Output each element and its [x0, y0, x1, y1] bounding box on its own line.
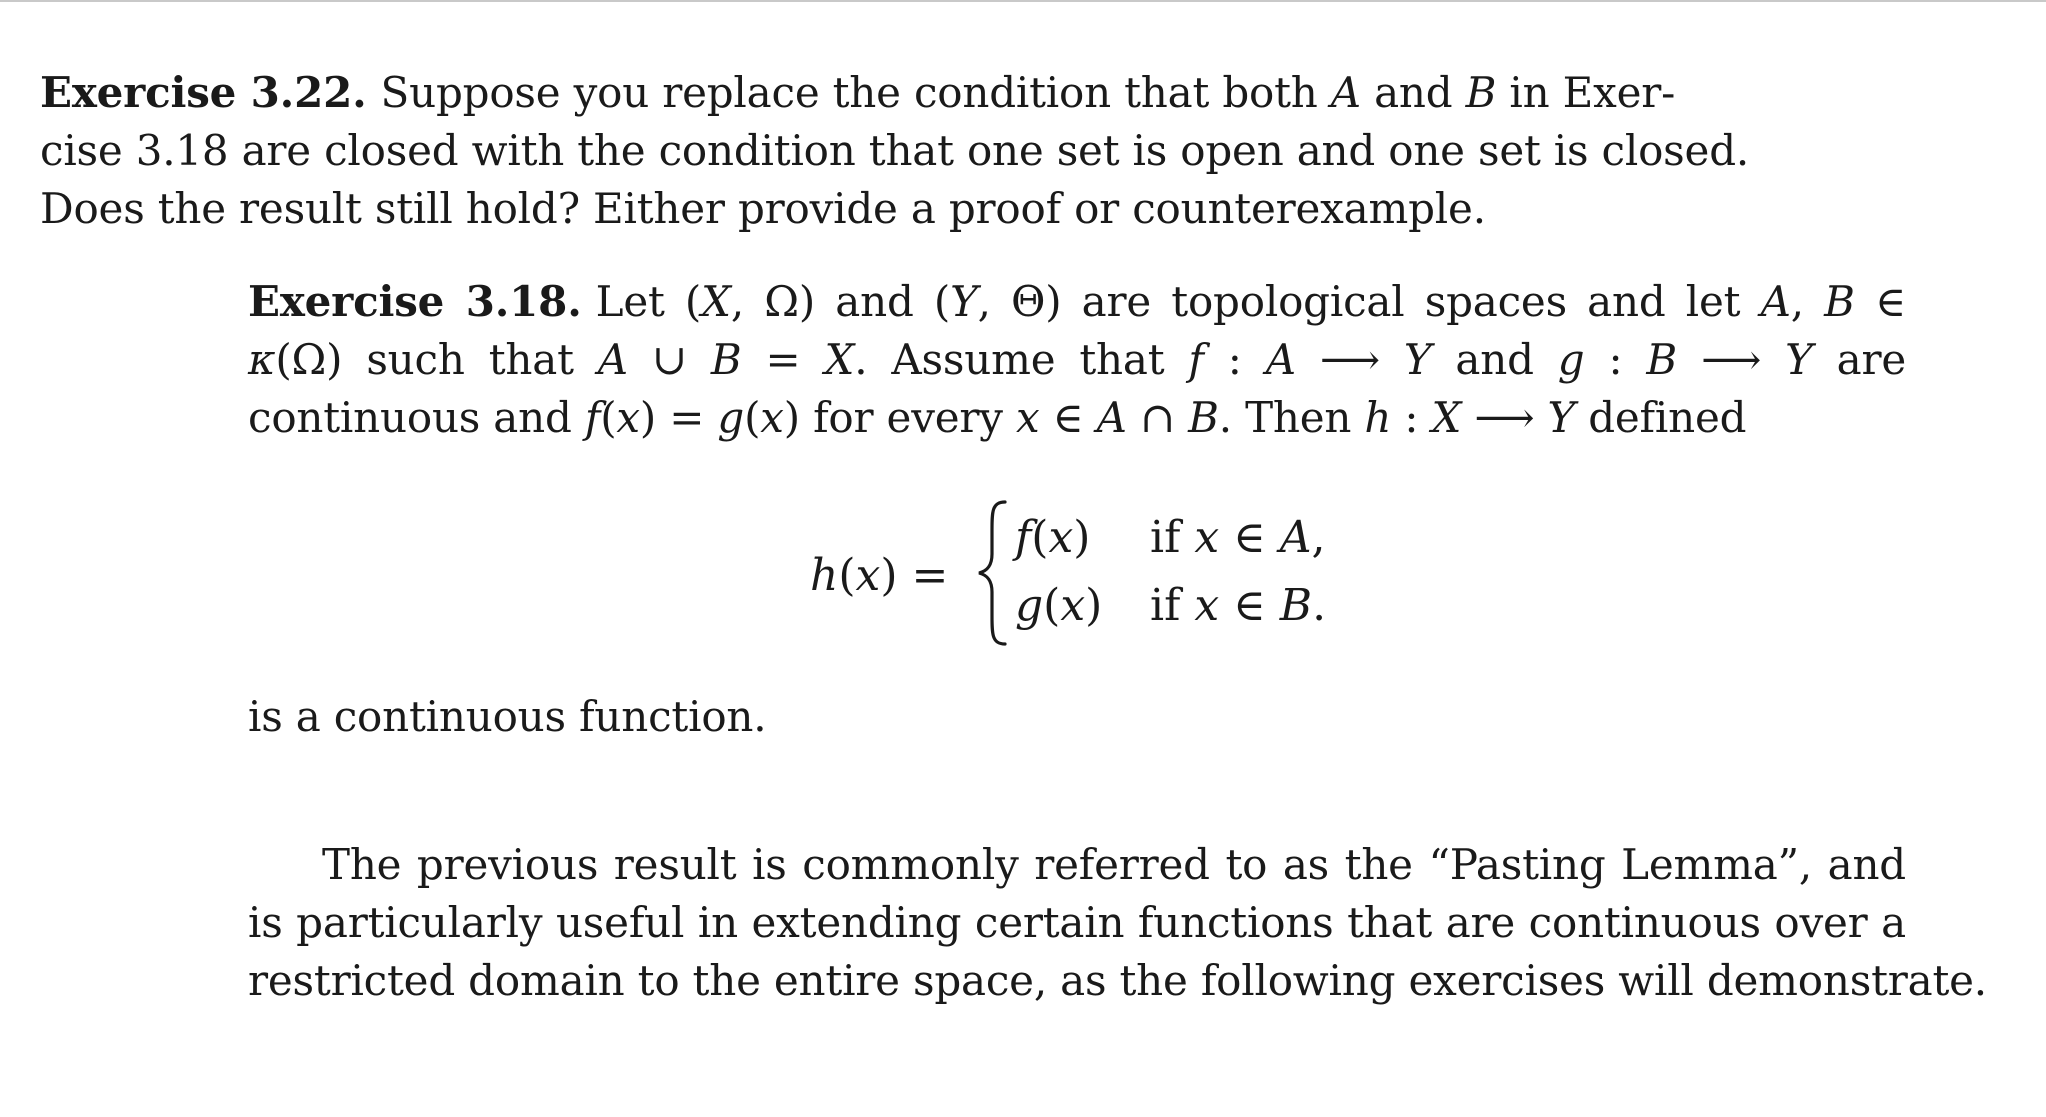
text: ∩	[1126, 393, 1189, 442]
math-var: X	[1431, 393, 1462, 442]
text: The previous result is commonly referred to as the “Pasting Lemma”, and	[322, 840, 1906, 889]
text: ⟶	[1295, 335, 1404, 384]
text: ∈	[1219, 580, 1280, 631]
math-var: h	[1364, 393, 1392, 442]
text: if	[1150, 580, 1195, 631]
math-var: κ	[248, 335, 276, 384]
text: ,	[1790, 277, 1825, 326]
math-var: f	[584, 393, 601, 442]
text: are	[1812, 335, 1906, 384]
remark-line-2	[248, 898, 1906, 947]
text: and	[1360, 68, 1466, 117]
math-var: A	[1330, 68, 1361, 117]
math-var: B	[710, 335, 742, 384]
formula-case-1	[1015, 512, 1090, 563]
math-var: x	[1060, 580, 1086, 631]
text: .	[1312, 580, 1327, 631]
text: :	[1584, 335, 1647, 384]
remark-line-1	[322, 840, 1906, 889]
text: ∈	[1039, 393, 1097, 442]
math-var: x	[616, 393, 640, 442]
text: ∈	[1854, 277, 1906, 326]
text: (	[1043, 580, 1061, 631]
math-var: Y	[1403, 335, 1432, 384]
text: (	[1031, 512, 1049, 563]
text: ,	[1311, 512, 1326, 563]
math-var: B	[1188, 393, 1219, 442]
math-var: B	[1279, 580, 1313, 631]
math-var: Y	[1547, 393, 1576, 442]
text: cise 3.18 are closed with the condition that one set is open and one set is closed.	[40, 126, 1750, 175]
text: restricted domain to the entire space, as the following exercises will demonstrate.	[248, 956, 1987, 1005]
math-var: f	[1188, 335, 1204, 384]
text: ∪	[627, 335, 711, 384]
math-var: Y	[1785, 335, 1813, 384]
math-var: x	[1194, 512, 1220, 563]
math-var: x	[760, 393, 784, 442]
text: Let (	[595, 277, 702, 326]
math-var: A	[597, 335, 628, 384]
math-var: x	[1194, 580, 1220, 631]
text: is particularly useful in extending certain functions that are continuous over a	[248, 898, 1906, 947]
exercise-322-label: Exercise 3.22.	[40, 68, 367, 117]
math-var: g	[1015, 580, 1044, 631]
math-var: B	[1465, 68, 1497, 117]
math-var: Y	[950, 277, 978, 326]
text: , Ω) and (	[730, 277, 951, 326]
math-var: x	[1048, 512, 1074, 563]
exercise-318-line-2	[248, 335, 1906, 384]
math-var: X	[824, 335, 855, 384]
math-var: g	[1557, 335, 1585, 384]
formula-lhs	[810, 550, 948, 601]
text: continuous and	[248, 393, 585, 442]
exercise-318-conclusion	[248, 692, 767, 741]
exercise-318-label: Exercise 3.18.	[248, 277, 582, 326]
text: =	[741, 335, 825, 384]
math-var: B	[1824, 277, 1855, 326]
exercise-318-line-3	[248, 393, 1747, 442]
exercise-322-line-1	[40, 68, 1676, 117]
text: , Θ) are topological spaces and let	[977, 277, 1761, 326]
remark-line-3	[248, 956, 1987, 1005]
text: ) =	[639, 393, 718, 442]
math-var: A	[1265, 335, 1296, 384]
formula-condition-2	[1150, 580, 1326, 631]
math-var: x	[855, 550, 881, 601]
exercise-322-line-2	[40, 126, 1750, 175]
text: . Assume that	[854, 335, 1189, 384]
text: Suppose you replace the condition that both	[380, 68, 1331, 117]
text: )	[1085, 580, 1103, 631]
text: . Then	[1218, 393, 1365, 442]
math-var: B	[1646, 335, 1678, 384]
math-var: A	[1096, 393, 1127, 442]
text: (Ω) such that	[275, 335, 598, 384]
math-var: f	[1015, 512, 1032, 563]
math-var: A	[1760, 277, 1791, 326]
text: :	[1391, 393, 1432, 442]
exercise-318-line-1	[248, 277, 1906, 326]
exercise-322-line-3	[40, 184, 1486, 233]
text: ⟶	[1677, 335, 1786, 384]
top-border	[0, 0, 2046, 2]
text: if	[1150, 512, 1195, 563]
text: :	[1203, 335, 1266, 384]
text: (	[600, 393, 617, 442]
text: (	[744, 393, 761, 442]
text: )	[1073, 512, 1091, 563]
text: ) =	[880, 550, 949, 601]
text: Does the result still hold? Either provide a proof or counterexample.	[40, 184, 1486, 233]
text: in Exer-	[1496, 68, 1676, 117]
math-var: x	[1015, 393, 1040, 442]
math-var: X	[701, 277, 731, 326]
text: and	[1431, 335, 1558, 384]
text: ) for every	[783, 393, 1016, 442]
piecewise-formula	[810, 498, 1350, 648]
text: ∈	[1219, 512, 1280, 563]
math-var: h	[810, 550, 839, 601]
formula-condition-1	[1150, 512, 1326, 563]
left-brace	[975, 498, 1011, 648]
math-var: g	[717, 393, 745, 442]
formula-case-2	[1015, 580, 1102, 631]
text: (	[838, 550, 856, 601]
text: is a continuous function.	[248, 692, 767, 741]
text: defined	[1575, 393, 1747, 442]
math-var: A	[1279, 512, 1312, 563]
text: ⟶	[1461, 393, 1548, 442]
